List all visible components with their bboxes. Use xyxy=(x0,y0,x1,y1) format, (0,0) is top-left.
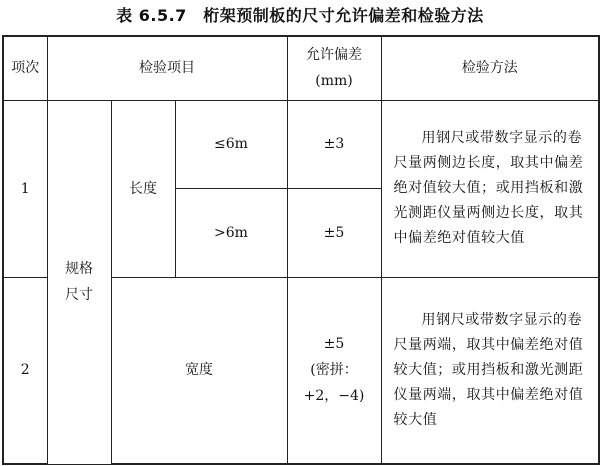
row-2-deviation-note-line2: +2，−4) xyxy=(303,388,365,405)
row-2-deviation-note-line1: (密拼： xyxy=(310,362,358,379)
row-2-deviation xyxy=(287,277,381,464)
row-1-deviation-a: ±3 xyxy=(287,100,381,188)
category-label-line1: 规格 xyxy=(65,261,93,277)
row-1-item: 长度 xyxy=(111,100,175,277)
category-label-line2: 尺寸 xyxy=(65,287,93,303)
row-1-condition-a: ≤6m xyxy=(175,100,287,188)
header-deviation-unit: (mm) xyxy=(315,73,353,90)
row-1-method: 用钢尺或带数字显示的卷尺量两侧边长度，取其中偏差绝对值较大值；或用挡板和激光测距仪量两侧边长度，取其中偏差绝对值较大值 xyxy=(381,100,599,277)
header-deviation xyxy=(287,36,381,100)
row-2-item: 宽度 xyxy=(111,277,287,464)
header-deviation-label: 允许偏差 xyxy=(306,47,362,64)
table-title: 表 6.5.7 桁架预制板的尺寸允许偏差和检验方法 xyxy=(116,6,484,25)
row-1-deviation-b: ±5 xyxy=(287,188,381,277)
category-cell xyxy=(47,100,111,464)
row-1-condition-b: >6m xyxy=(175,188,287,277)
header-row xyxy=(3,36,599,100)
row-2-no: 2 xyxy=(3,277,47,464)
row-2-method: 用钢尺或带数字显示的卷尺量两端，取其中偏差绝对值较大值；或用挡板和激光测距仪量两端，取其中偏差绝对值较大值 xyxy=(381,277,599,464)
deviation-table xyxy=(2,35,600,465)
header-method: 检验方法 xyxy=(381,36,599,100)
header-inspection-item: 检验项目 xyxy=(47,36,287,100)
header-item-no: 项次 xyxy=(3,36,47,100)
row-1-no: 1 xyxy=(3,100,47,277)
row-2-deviation-value: ±5 xyxy=(323,336,345,353)
table-row xyxy=(3,100,599,188)
